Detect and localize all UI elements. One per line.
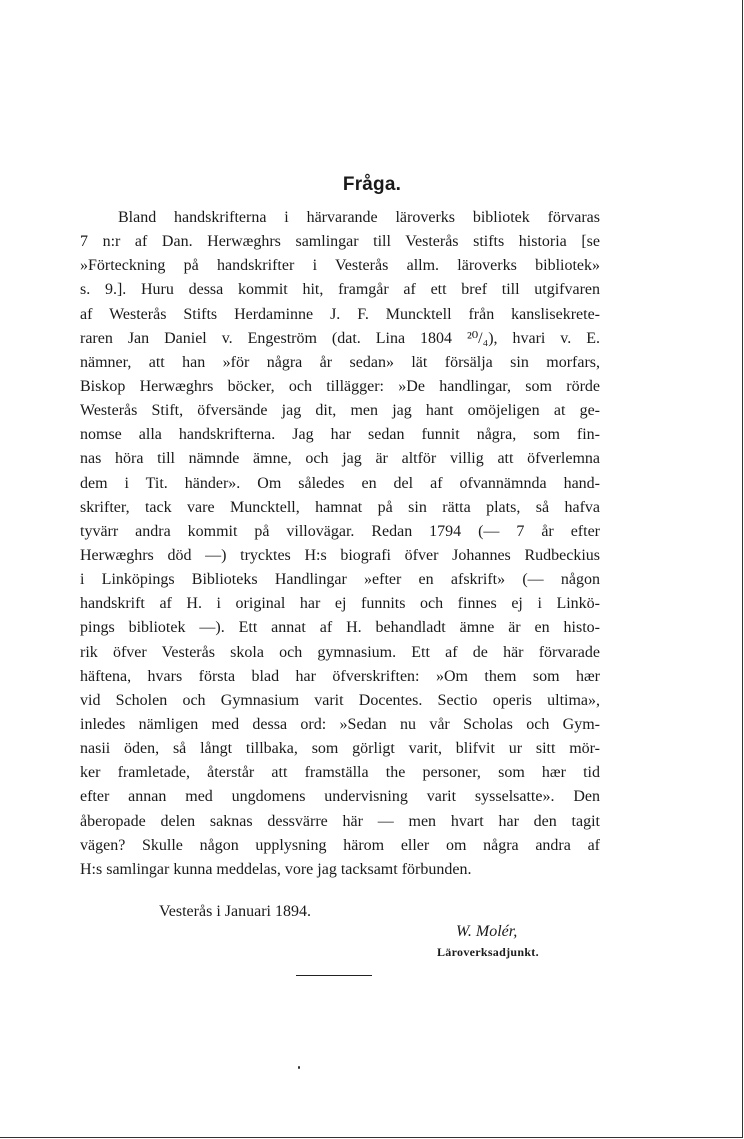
text-line: Westerås Stift, öfversände jag dit, men jag hant omöjeligen at ge- [80, 402, 600, 420]
separator-rule [296, 975, 372, 976]
text-line: vid Scholen och Gymnasium varit Docentes. Sectio operis ultima», [80, 691, 600, 709]
text-line: i Linköpings Biblioteks Handlingar »efter en afskrift» (— någon [80, 571, 600, 589]
signature-title: Läroverksadjunkt. [437, 945, 539, 959]
text-line: häftena, hvars första blad har öfverskriften: »Om them som hær [80, 667, 600, 685]
text-line: s. 9.]. Huru dessa kommit hit, framgår af ett bref till utgifvaren [80, 281, 600, 299]
text-line: nasii öden, så långt tillbaka, som görligt varit, blifvit ur sitt mör- [80, 740, 600, 758]
text-line: dem i Tit. händer». Om således en del af ofvannämnda hand- [80, 474, 600, 492]
text-line: inledes nämligen med dessa ord: »Sedan nu vår Scholas och Gym- [80, 715, 600, 733]
print-speck [298, 1066, 300, 1069]
text-line: raren Jan Daniel v. Engeström (dat. Lina 1804 ²⁰/₄), hvari v. E. [80, 329, 600, 347]
text-line: 7 n:r af Dan. Herwæghrs samlingar till Vesterås stifts historia [se [80, 233, 600, 251]
text-line: af Westerås Stifts Herdaminne J. F. Muncktell från kanslisekrete- [80, 305, 600, 323]
text-line: ker framletade, återstår att framställa the personer, som hær tid [80, 764, 600, 782]
text-line: Bland handskrifterna i härvarande läroverks bibliotek förvaras [118, 209, 600, 226]
text-line: vägen? Skulle någon upplysning härom eller om några andra af [80, 836, 600, 854]
text-line: tyvärr andra kommit på villovägar. Redan 1794 (— 7 år efter [80, 522, 600, 540]
signature-name: W. Molér, [456, 923, 518, 940]
dateline: Vesterås i Januari 1894. [159, 903, 311, 920]
text-line: handskrift af H. i original har ej funnits och finnes ej i Linkö- [80, 595, 600, 613]
text-line: Herwæghrs död —) trycktes H:s biografi öfver Johannes Rudbeckius [80, 546, 600, 564]
page-title: Fråga. [342, 174, 402, 195]
text-line: pings bibliotek —). Ett annat af H. behandladt ämne är en histo- [80, 619, 600, 637]
text-line: Biskop Herwæghrs böcker, och tillägger: »De handlingar, som rörde [80, 377, 600, 395]
text-line: skrifter, tack vare Muncktell, hamnat på sin rätta plats, så hafva [80, 498, 600, 516]
text-line: H:s samlingar kunna meddelas, vore jag tacksamt förbunden. [80, 860, 472, 878]
text-line: »Förteckning på handskrifter i Vesterås allm. läroverks bibliotek» [80, 257, 600, 275]
text-line: nämner, att han »för några år sedan» lät försälja sin morfars, [80, 353, 600, 371]
text-line: efter annan med ungdomens undervisning varit sysselsatte». Den [80, 788, 600, 806]
body-paragraph [80, 206, 600, 882]
text-line: rik öfver Vesterås skola och gymnasium. Ett af de här förvarade [80, 643, 600, 661]
text-line: nas höra till nämnde ämne, och jag är altför villig att öfverlemna [80, 450, 600, 468]
text-line: nomse alla handskrifterna. Jag har sedan funnit några, som fin- [80, 426, 600, 444]
text-line: åberopade delen saknas dessvärre här — men hvart har den tagit [80, 812, 600, 830]
